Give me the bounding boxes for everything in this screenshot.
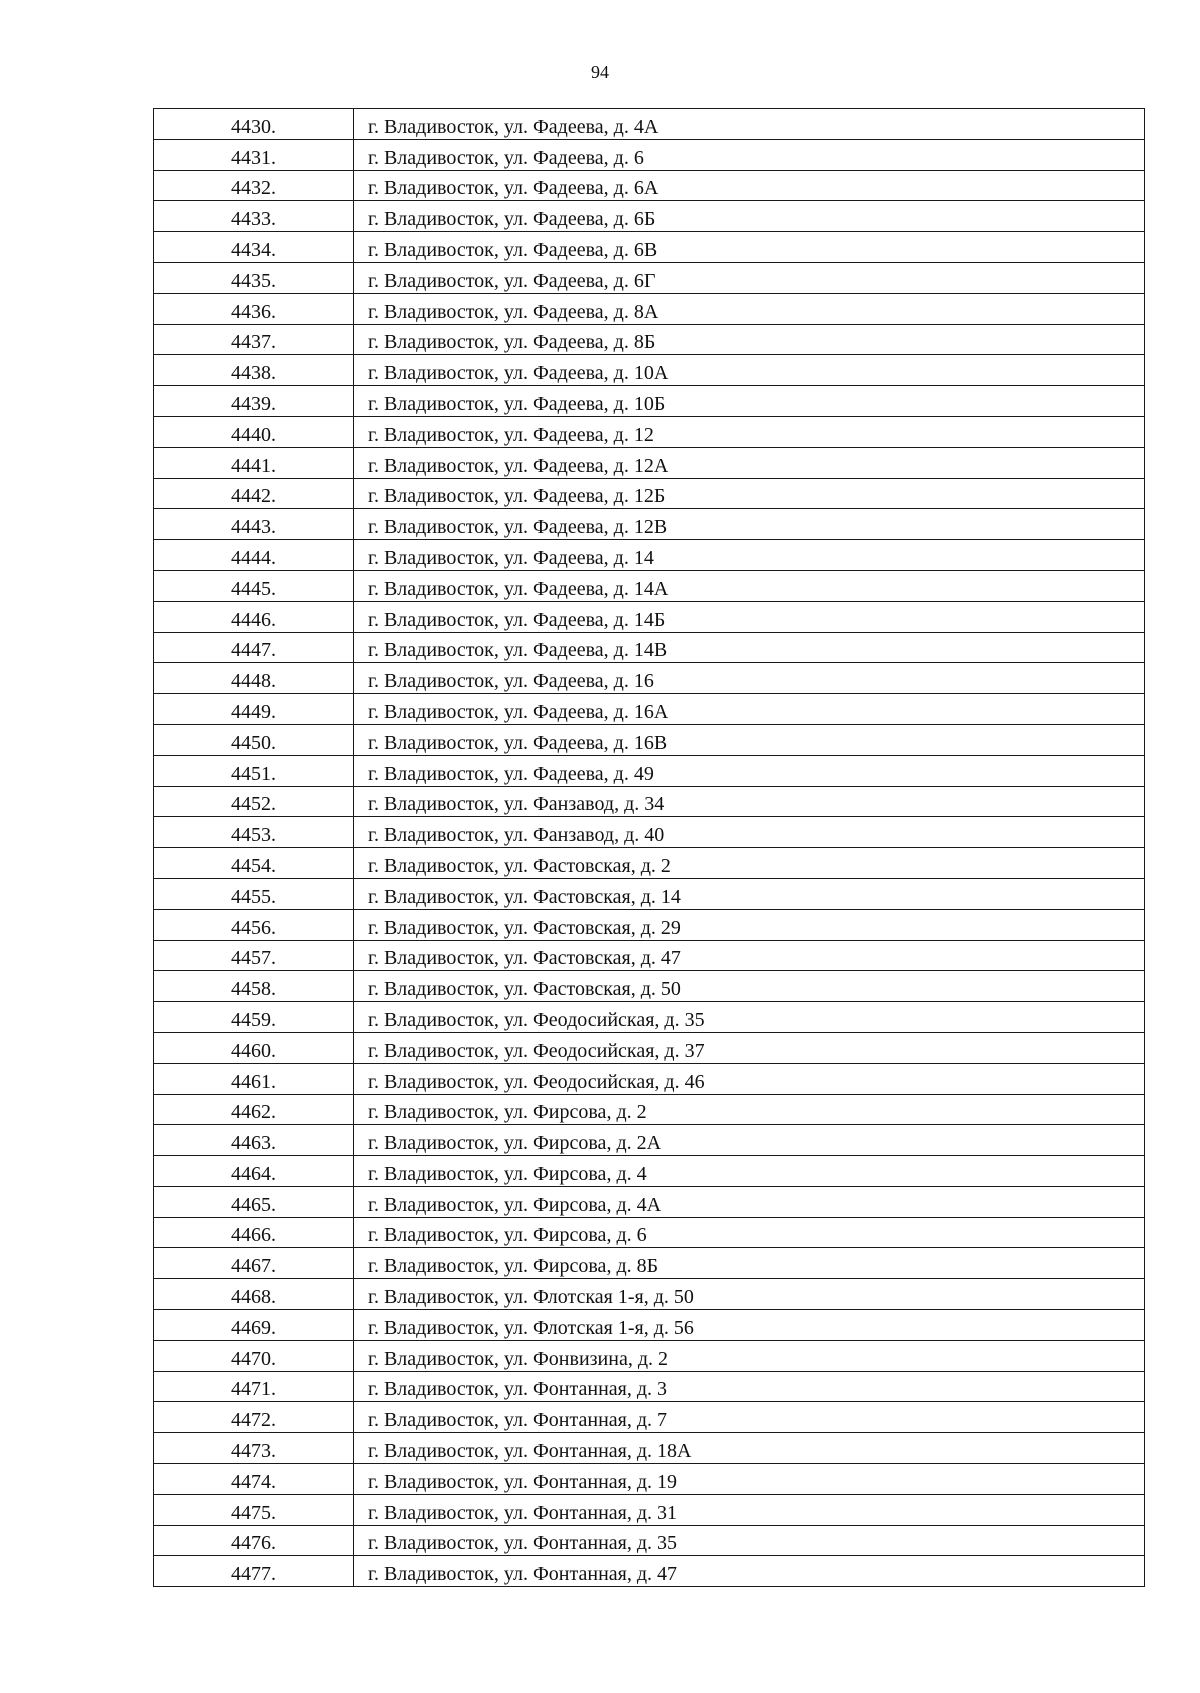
address-cell: г. Владивосток, ул. Фонтанная, д. 7 (354, 1402, 1145, 1433)
row-number-cell: 4433. (154, 201, 354, 232)
address-table (153, 108, 1145, 1587)
row-number-cell: 4443. (154, 509, 354, 540)
address-cell: г. Владивосток, ул. Фадеева, д. 14В (354, 632, 1145, 663)
table-row (154, 878, 1145, 909)
page-number: 94 (591, 62, 609, 82)
row-number-cell: 4470. (154, 1340, 354, 1371)
table-row (154, 1032, 1145, 1063)
address-cell: г. Владивосток, ул. Фанзавод, д. 40 (354, 817, 1145, 848)
table-row (154, 447, 1145, 478)
table-row (154, 416, 1145, 447)
row-number-cell: 4439. (154, 386, 354, 417)
address-cell: г. Владивосток, ул. Фонтанная, д. 3 (354, 1371, 1145, 1402)
address-cell: г. Владивосток, ул. Флотская 1-я, д. 50 (354, 1279, 1145, 1310)
address-cell: г. Владивосток, ул. Фастовская, д. 50 (354, 971, 1145, 1002)
row-number-cell: 4437. (154, 324, 354, 355)
address-cell: г. Владивосток, ул. Фадеева, д. 8Б (354, 324, 1145, 355)
address-cell: г. Владивосток, ул. Феодосийская, д. 35 (354, 1002, 1145, 1033)
address-cell: г. Владивосток, ул. Фадеева, д. 14 (354, 540, 1145, 571)
table-row (154, 1464, 1145, 1495)
table-row (154, 1125, 1145, 1156)
table-row (154, 293, 1145, 324)
row-number-cell: 4440. (154, 416, 354, 447)
row-number-cell: 4434. (154, 232, 354, 263)
table-row (154, 1248, 1145, 1279)
row-number-cell: 4467. (154, 1248, 354, 1279)
address-cell: г. Владивосток, ул. Фастовская, д. 47 (354, 940, 1145, 971)
address-cell: г. Владивосток, ул. Фонтанная, д. 19 (354, 1464, 1145, 1495)
address-cell: г. Владивосток, ул. Фанзавод, д. 34 (354, 786, 1145, 817)
address-cell: г. Владивосток, ул. Фадеева, д. 16В (354, 724, 1145, 755)
address-cell: г. Владивосток, ул. Фадеева, д. 12В (354, 509, 1145, 540)
table-row (154, 940, 1145, 971)
row-number-cell: 4472. (154, 1402, 354, 1433)
table-row (154, 109, 1145, 140)
address-cell: г. Владивосток, ул. Фонтанная, д. 18А (354, 1433, 1145, 1464)
address-cell: г. Владивосток, ул. Фирсова, д. 4 (354, 1156, 1145, 1187)
address-cell: г. Владивосток, ул. Фадеева, д. 6В (354, 232, 1145, 263)
row-number-cell: 4459. (154, 1002, 354, 1033)
table-row (154, 971, 1145, 1002)
table-row (154, 1433, 1145, 1464)
table-row (154, 1371, 1145, 1402)
address-cell: г. Владивосток, ул. Фадеева, д. 16 (354, 663, 1145, 694)
row-number-cell: 4442. (154, 478, 354, 509)
row-number-cell: 4431. (154, 139, 354, 170)
address-cell: г. Владивосток, ул. Фадеева, д. 16А (354, 694, 1145, 725)
address-table-body (154, 109, 1145, 1587)
address-cell: г. Владивосток, ул. Фадеева, д. 6А (354, 170, 1145, 201)
row-number-cell: 4447. (154, 632, 354, 663)
address-cell: г. Владивосток, ул. Фадеева, д. 10Б (354, 386, 1145, 417)
address-cell: г. Владивосток, ул. Фадеева, д. 6Г (354, 262, 1145, 293)
row-number-cell: 4455. (154, 878, 354, 909)
row-number-cell: 4444. (154, 540, 354, 571)
table-row (154, 663, 1145, 694)
row-number-cell: 4475. (154, 1494, 354, 1525)
address-cell: г. Владивосток, ул. Фадеева, д. 12А (354, 447, 1145, 478)
table-row (154, 724, 1145, 755)
row-number-cell: 4477. (154, 1556, 354, 1587)
row-number-cell: 4460. (154, 1032, 354, 1063)
table-row (154, 478, 1145, 509)
address-cell: г. Владивосток, ул. Фирсова, д. 2 (354, 1094, 1145, 1125)
address-cell: г. Владивосток, ул. Феодосийская, д. 37 (354, 1032, 1145, 1063)
address-cell: г. Владивосток, ул. Фастовская, д. 14 (354, 878, 1145, 909)
row-number-cell: 4462. (154, 1094, 354, 1125)
row-number-cell: 4466. (154, 1217, 354, 1248)
row-number-cell: 4435. (154, 262, 354, 293)
row-number-cell: 4473. (154, 1433, 354, 1464)
row-number-cell: 4464. (154, 1156, 354, 1187)
table-row (154, 909, 1145, 940)
table-row (154, 1156, 1145, 1187)
table-row (154, 786, 1145, 817)
address-cell: г. Владивосток, ул. Фирсова, д. 4А (354, 1186, 1145, 1217)
table-row (154, 632, 1145, 663)
address-cell: г. Владивосток, ул. Фонтанная, д. 47 (354, 1556, 1145, 1587)
table-row (154, 1340, 1145, 1371)
address-cell: г. Владивосток, ул. Фирсова, д. 8Б (354, 1248, 1145, 1279)
table-row (154, 1002, 1145, 1033)
address-cell: г. Владивосток, ул. Фонтанная, д. 31 (354, 1494, 1145, 1525)
table-row (154, 694, 1145, 725)
table-row (154, 355, 1145, 386)
table-row (154, 1217, 1145, 1248)
address-cell: г. Владивосток, ул. Фадеева, д. 14Б (354, 601, 1145, 632)
table-row (154, 1556, 1145, 1587)
table-row (154, 570, 1145, 601)
table-row (154, 1094, 1145, 1125)
table-row (154, 509, 1145, 540)
row-number-cell: 4451. (154, 755, 354, 786)
address-cell: г. Владивосток, ул. Феодосийская, д. 46 (354, 1063, 1145, 1094)
address-cell: г. Владивосток, ул. Фадеева, д. 49 (354, 755, 1145, 786)
address-cell: г. Владивосток, ул. Фадеева, д. 4А (354, 109, 1145, 140)
address-cell: г. Владивосток, ул. Фастовская, д. 2 (354, 848, 1145, 879)
table-row (154, 324, 1145, 355)
address-cell: г. Владивосток, ул. Фонвизина, д. 2 (354, 1340, 1145, 1371)
address-cell: г. Владивосток, ул. Фадеева, д. 6 (354, 139, 1145, 170)
row-number-cell: 4438. (154, 355, 354, 386)
table-row (154, 386, 1145, 417)
table-row (154, 1310, 1145, 1341)
address-cell: г. Владивосток, ул. Фадеева, д. 8А (354, 293, 1145, 324)
row-number-cell: 4468. (154, 1279, 354, 1310)
address-cell: г. Владивосток, ул. Флотская 1-я, д. 56 (354, 1310, 1145, 1341)
table-row (154, 1063, 1145, 1094)
address-cell: г. Владивосток, ул. Фадеева, д. 6Б (354, 201, 1145, 232)
row-number-cell: 4449. (154, 694, 354, 725)
row-number-cell: 4474. (154, 1464, 354, 1495)
address-cell: г. Владивосток, ул. Фадеева, д. 14А (354, 570, 1145, 601)
address-cell: г. Владивосток, ул. Фонтанная, д. 35 (354, 1525, 1145, 1556)
table-row (154, 755, 1145, 786)
row-number-cell: 4436. (154, 293, 354, 324)
address-cell: г. Владивосток, ул. Фирсова, д. 6 (354, 1217, 1145, 1248)
table-row (154, 1186, 1145, 1217)
address-cell: г. Владивосток, ул. Фадеева, д. 12 (354, 416, 1145, 447)
address-cell: г. Владивосток, ул. Фирсова, д. 2А (354, 1125, 1145, 1156)
row-number-cell: 4445. (154, 570, 354, 601)
row-number-cell: 4441. (154, 447, 354, 478)
row-number-cell: 4457. (154, 940, 354, 971)
table-row (154, 170, 1145, 201)
row-number-cell: 4465. (154, 1186, 354, 1217)
row-number-cell: 4448. (154, 663, 354, 694)
row-number-cell: 4454. (154, 848, 354, 879)
row-number-cell: 4453. (154, 817, 354, 848)
row-number-cell: 4461. (154, 1063, 354, 1094)
row-number-cell: 4471. (154, 1371, 354, 1402)
row-number-cell: 4456. (154, 909, 354, 940)
table-row (154, 848, 1145, 879)
table-row (154, 601, 1145, 632)
row-number-cell: 4469. (154, 1310, 354, 1341)
row-number-cell: 4430. (154, 109, 354, 140)
table-row (154, 232, 1145, 263)
row-number-cell: 4450. (154, 724, 354, 755)
table-row (154, 201, 1145, 232)
row-number-cell: 4463. (154, 1125, 354, 1156)
table-row (154, 139, 1145, 170)
row-number-cell: 4476. (154, 1525, 354, 1556)
table-row (154, 1525, 1145, 1556)
table-row (154, 817, 1145, 848)
address-cell: г. Владивосток, ул. Фадеева, д. 12Б (354, 478, 1145, 509)
table-row (154, 540, 1145, 571)
table-row (154, 1279, 1145, 1310)
row-number-cell: 4458. (154, 971, 354, 1002)
address-cell: г. Владивосток, ул. Фадеева, д. 10А (354, 355, 1145, 386)
table-row (154, 1402, 1145, 1433)
table-row (154, 1494, 1145, 1525)
table-row (154, 262, 1145, 293)
address-cell: г. Владивосток, ул. Фастовская, д. 29 (354, 909, 1145, 940)
row-number-cell: 4432. (154, 170, 354, 201)
row-number-cell: 4452. (154, 786, 354, 817)
row-number-cell: 4446. (154, 601, 354, 632)
